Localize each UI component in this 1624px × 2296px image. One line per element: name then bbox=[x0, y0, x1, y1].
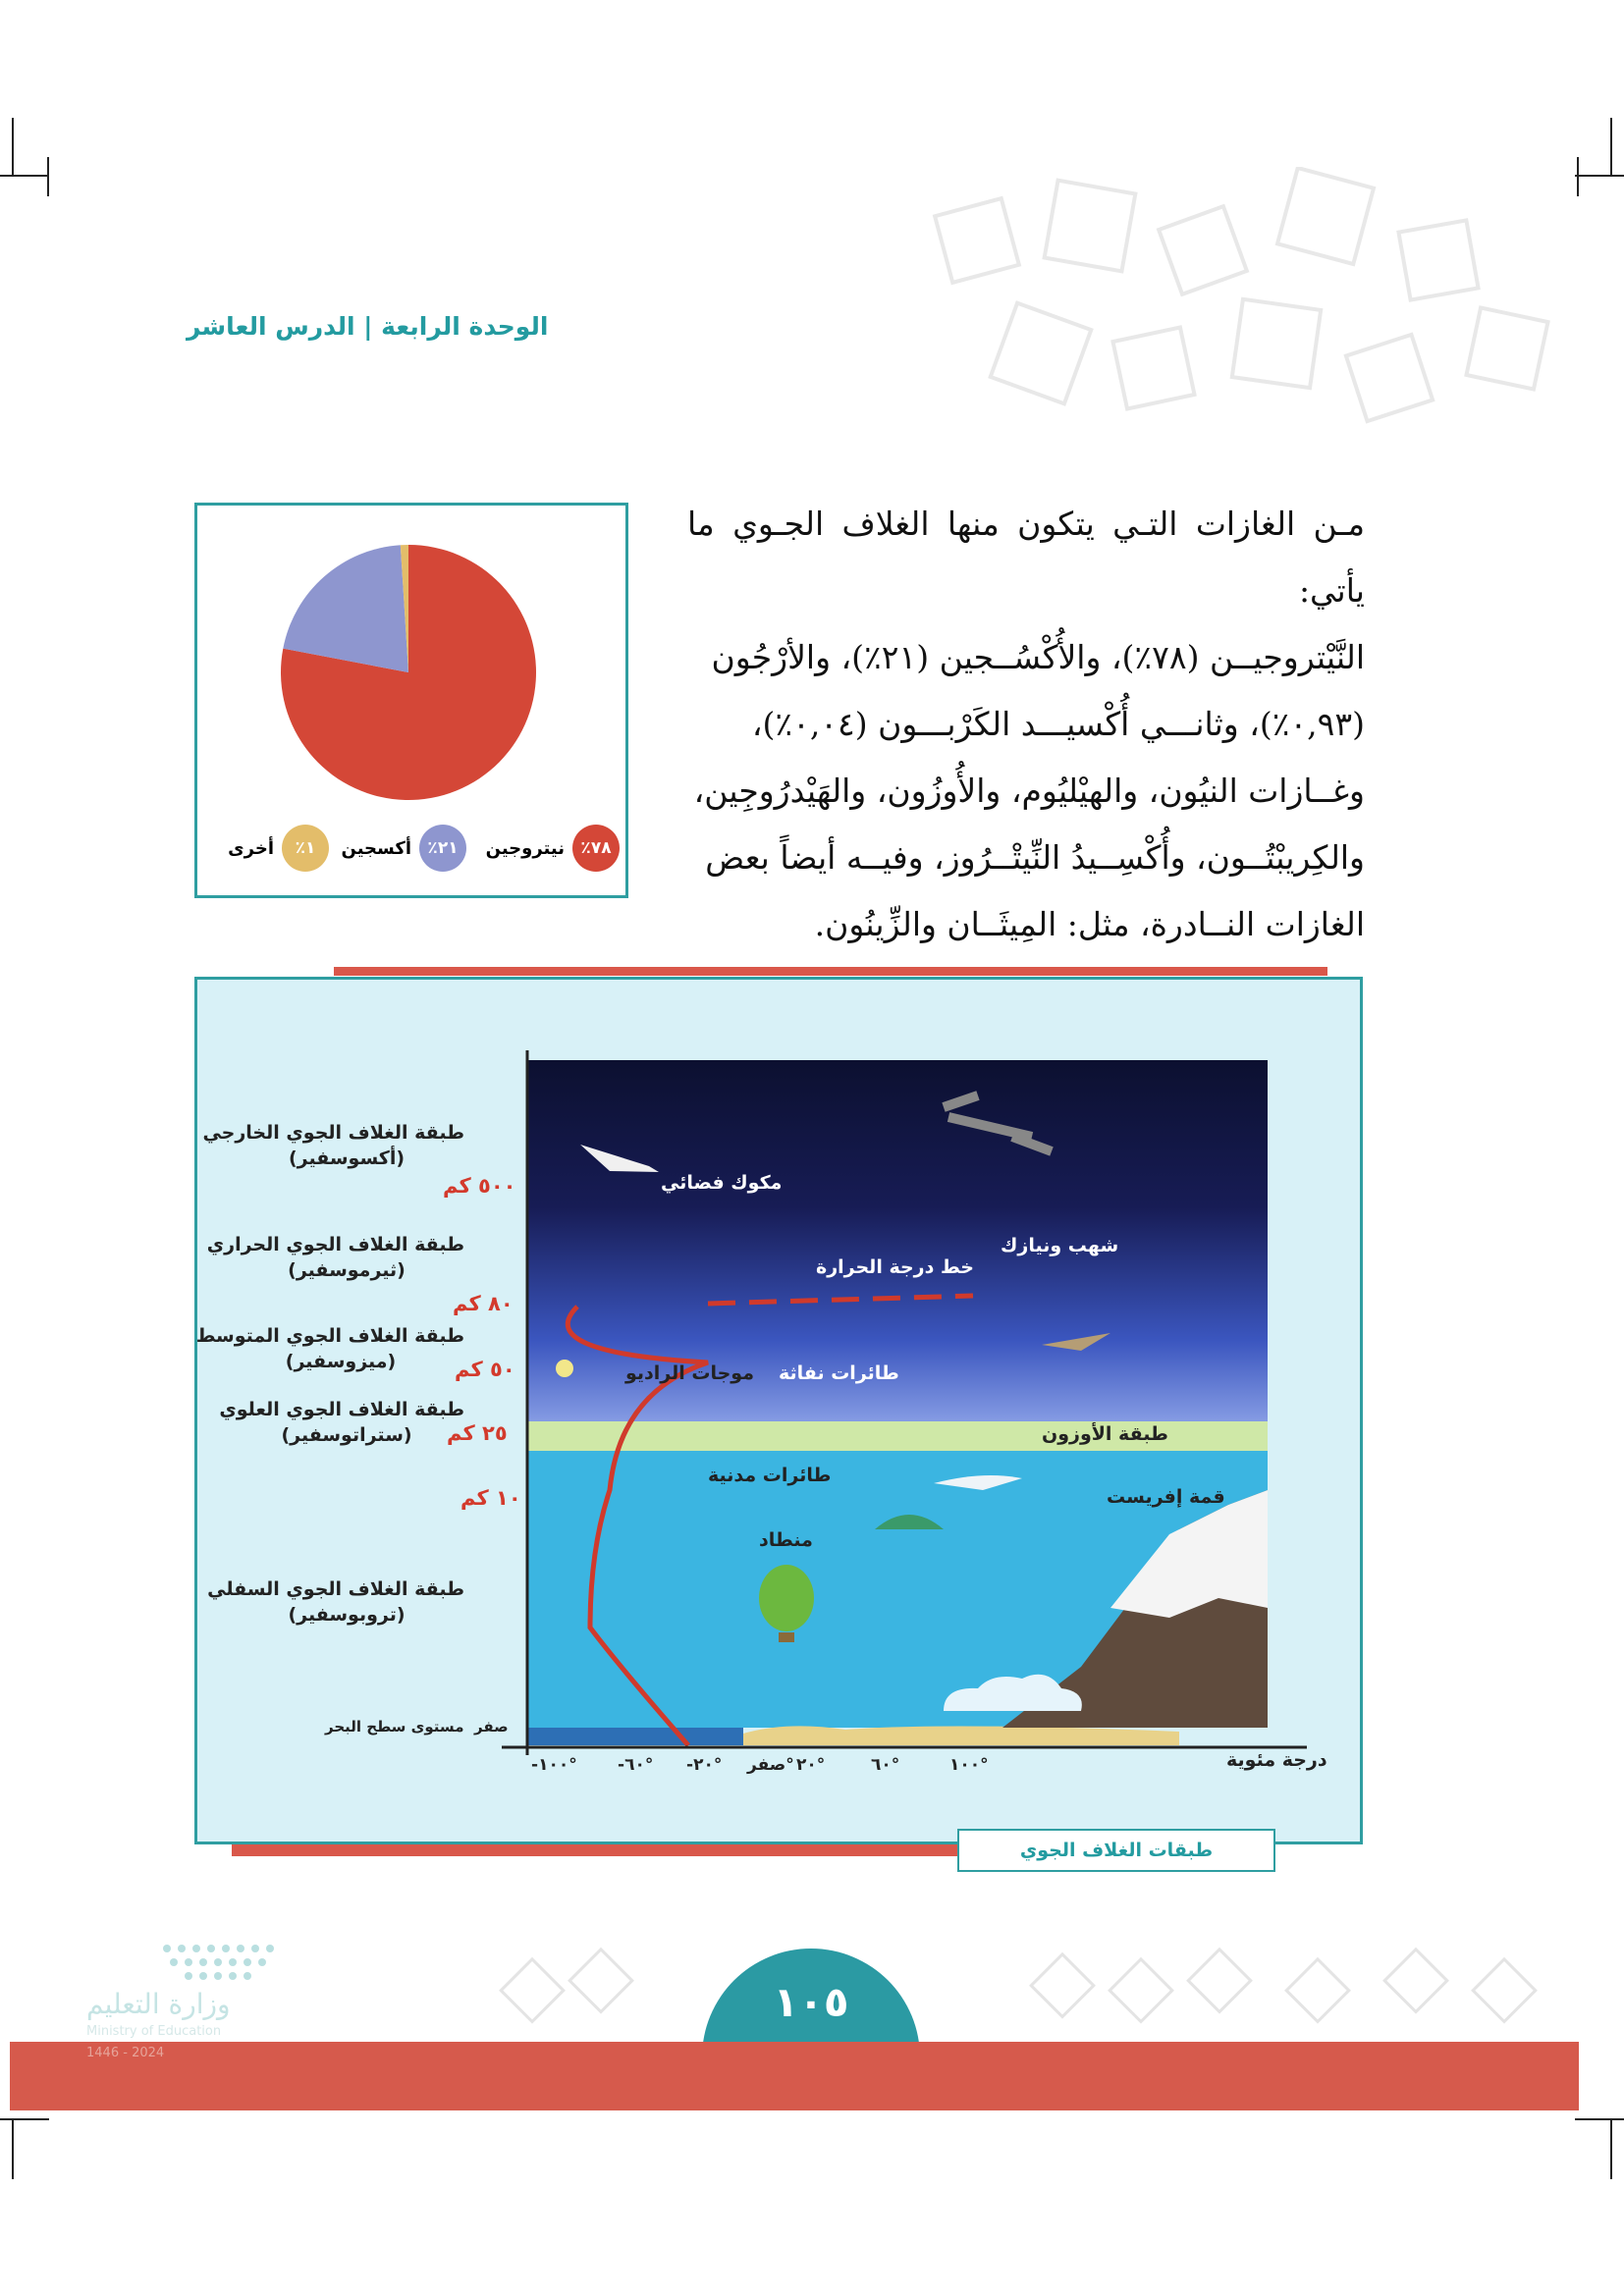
ministry-name: وزارة التعليم bbox=[86, 1988, 231, 2020]
paragraph-line: وغــازات النيُون، والهيْليُوم، والأُوزُون، والهَيْدرُوجِين، bbox=[693, 772, 1365, 810]
legend-dot-other: ١٪ bbox=[282, 825, 329, 872]
zero-altitude-label: صفر bbox=[474, 1718, 509, 1735]
layer-thermosphere-label: طبقة الغلاف الجوي الحراري (ثيرموسفير) bbox=[206, 1234, 464, 1281]
layer-troposphere-label: طبقة الغلاف الجوي السفلي (تروبوسفير) bbox=[207, 1578, 464, 1626]
x-tick: -٢٠° bbox=[686, 1755, 723, 1775]
x-tick: ٦٠° bbox=[871, 1755, 900, 1775]
diagram-top-bar bbox=[334, 967, 1327, 976]
legend-label: نيتروجين bbox=[485, 837, 565, 859]
layer-exosphere-label: طبقة الغلاف الجوي الخارجي (أكسوسفير) bbox=[202, 1122, 464, 1169]
layer-stratosphere-label: طبقة الغلاف الجوي العلوي (ستراتوسفير) bbox=[219, 1399, 464, 1446]
balloon-label: منطاد bbox=[759, 1529, 813, 1551]
x-tick: صفر° bbox=[747, 1755, 794, 1775]
jets-label: طائرات نفاثة bbox=[779, 1362, 899, 1384]
crop-mark bbox=[1575, 2118, 1624, 2120]
altitude-80: ٨٠ كم bbox=[453, 1292, 514, 1315]
ministry-logo-dots bbox=[147, 1939, 295, 1988]
everest-label: قمة إفريست bbox=[1107, 1486, 1225, 1508]
crop-mark bbox=[0, 2118, 49, 2120]
temperature-line-label: خط درجة الحرارة bbox=[816, 1256, 974, 1278]
shuttle-label: مكوك فضائي bbox=[661, 1172, 783, 1194]
x-tick: ٢٠° bbox=[796, 1755, 826, 1775]
legend-dot-oxygen: ٢١٪ bbox=[419, 825, 466, 872]
radio-waves-label: موجات الراديو bbox=[625, 1362, 754, 1384]
legend-label: أخرى bbox=[228, 837, 274, 859]
paragraph-line: النَّيْتروجيــن (٧٨٪)، والأُكْسُــجين (٢١٪)، والأرْجُون bbox=[711, 638, 1365, 676]
legend-nitrogen bbox=[486, 825, 620, 872]
legend-oxygen bbox=[342, 825, 466, 872]
crop-mark bbox=[12, 118, 14, 177]
x-axis-label: درجة مئوية bbox=[1226, 1749, 1327, 1771]
crop-mark bbox=[0, 175, 49, 177]
footer-pattern bbox=[491, 1939, 1620, 2037]
altitude-10: ١٠ كم bbox=[460, 1486, 521, 1510]
gas-pie-chart bbox=[194, 503, 628, 898]
atmosphere-diagram bbox=[194, 977, 1363, 1844]
paragraph-line: (٠,٩٣٪)، وثانـــي أُكْسيـــد الكَرْبـــون (٠,٠٤٪)، bbox=[751, 705, 1365, 743]
decorative-pattern bbox=[913, 167, 1600, 491]
paragraph-line: والكِريبْتُــون، وأُكْسِــيدُ النِّيتْــرُوز، وفيــه أيضاً بعض bbox=[705, 838, 1365, 877]
crop-mark bbox=[1610, 118, 1612, 177]
page-number: ١٠٥ bbox=[702, 1949, 920, 2076]
diagram-caption: طبقات الغلاف الجوي bbox=[957, 1829, 1275, 1872]
layer-mesosphere-label: طبقة الغلاف الجوي المتوسط (ميزوسفير) bbox=[195, 1325, 464, 1372]
crop-mark bbox=[1610, 2120, 1612, 2179]
paragraph-line: الغازات النــادرة، مثل: المِيثَــان والزِّينُون. bbox=[814, 905, 1365, 943]
legend-label: أكسجين bbox=[341, 837, 411, 859]
altitude-25: ٢٥ كم bbox=[447, 1421, 508, 1445]
x-tick: -٦٠° bbox=[618, 1755, 654, 1775]
sea-level-label: مستوى سطح البحر bbox=[325, 1718, 464, 1735]
gases-paragraph bbox=[687, 491, 1365, 958]
pie-svg bbox=[276, 540, 541, 805]
unit-lesson-header: الوحدة الرابعة | الدرس العاشر bbox=[187, 312, 549, 341]
legend-dot-nitrogen: ٧٨٪ bbox=[572, 825, 620, 872]
altitude-50: ٥٠ كم bbox=[455, 1358, 515, 1381]
year-label: 2024 - 1446 bbox=[86, 2046, 165, 2060]
crop-mark bbox=[47, 157, 49, 196]
meteors-label: شهب ونيازك bbox=[1001, 1235, 1119, 1256]
ozone-layer-label: طبقة الأوزون bbox=[1042, 1423, 1168, 1445]
legend-other bbox=[228, 825, 329, 872]
airliners-label: طائرات مدنية bbox=[708, 1465, 832, 1486]
crop-mark bbox=[12, 2120, 14, 2179]
altitude-500: ٥٠٠ كم bbox=[443, 1174, 516, 1198]
x-tick: -١٠٠° bbox=[531, 1755, 577, 1775]
paragraph-line: مـن الغازات التـي يتكون منها الغلاف الجـوي ما يأتي: bbox=[687, 505, 1365, 610]
ministry-name-en: Ministry of Education bbox=[86, 2024, 222, 2039]
footer-bar bbox=[10, 2042, 1579, 2110]
x-tick: ١٠٠° bbox=[949, 1755, 989, 1775]
